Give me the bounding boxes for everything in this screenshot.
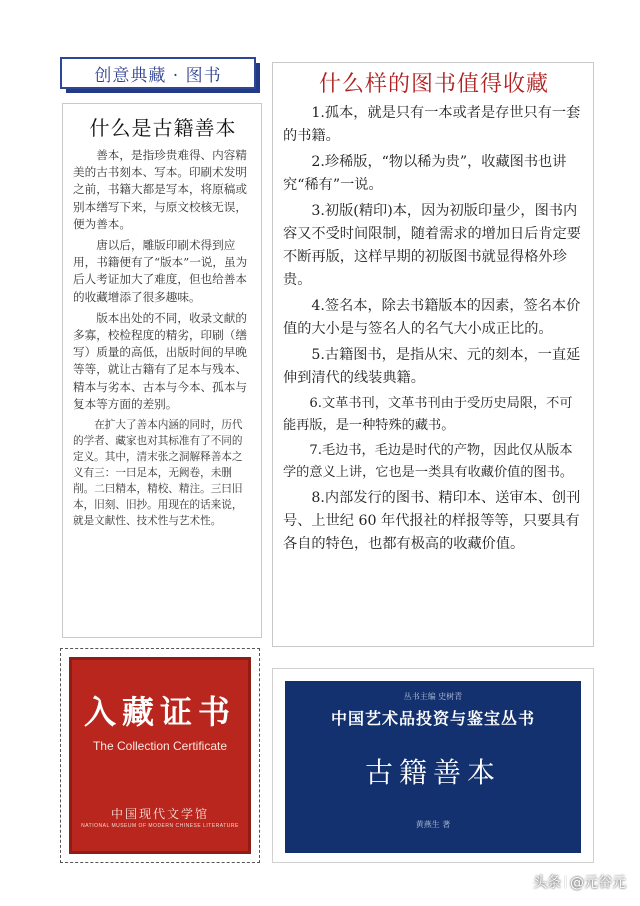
list-item: 2.珍稀版，“物以稀为贵”，收藏图书也讲究“稀有”一说。 — [283, 154, 567, 193]
certificate-title-en: The Collection Certificate — [92, 739, 228, 753]
book-editors: 丛书主编 史树青 — [403, 692, 463, 701]
book-author: 黄燕生 著 — [415, 820, 451, 829]
right-article — [272, 62, 594, 647]
watermark-brand: 头条 — [533, 875, 561, 891]
watermark-handle: @元谷元 — [570, 875, 626, 891]
watermark — [533, 872, 626, 892]
left-paragraph: 唐以后，雕版印刷术得到应用，书籍便有了“版本”一说，虽为后人考证加大了难度，但也给善本的收藏增添了很多趣味。 — [73, 238, 248, 304]
book-cover-image — [285, 681, 581, 853]
watermark-divider — [565, 876, 566, 888]
left-paragraph: 善本，是指珍贵难得、内容精美的古书刻本、写本。印刷术发明之前，书籍大都是写本，将原稿或别本缮写下来，与原文校核无误，便为善本。 — [73, 148, 247, 231]
certificate-photo-frame — [60, 648, 260, 863]
list-item: 5.古籍图书，是指从宋、元的刻本，一直延伸到清代的线装典籍。 — [283, 347, 581, 386]
list-item: 4.签名本，除去书籍版本的因素，签名本价值的大小是与签名人的名气大小成正比的。 — [283, 298, 581, 337]
certificate-title: 入藏证书 — [83, 693, 236, 731]
list-item: 3.初版(精印)本，因为初版印量少，图书内容又不受时间限制，随着需求的增加日后肯定要不断再版，这样早期的初版图书就显得格外珍贵。 — [283, 203, 581, 288]
certificate-museum-en: NATIONAL MUSEUM OF MODERN CHINESE LITERATURE — [81, 823, 239, 829]
book-title: 古籍善本 — [364, 756, 501, 789]
left-paragraph: 在扩大了善本内涵的同时，历代的学者、藏家也对其标准有了不同的定义。其中，清末张之洞解释善本之义有三：一曰足本，无阙卷，未删削。二曰精本，精校、精注。三曰旧本，旧刻、旧抄。用现在的话来说，就是文献性、技术性与艺术性。 — [73, 419, 243, 528]
header-tab-label: 创意典藏 · 图书 — [60, 57, 256, 89]
left-article — [62, 103, 262, 638]
list-item: 6.文革书刊，文革书刊由于受历史局限，不可能再版，是一种特殊的藏书。 — [283, 396, 573, 433]
right-article-title: 什么样的图书值得收藏 — [318, 72, 549, 97]
book-series: 中国艺术品投资与鉴宝丛书 — [330, 709, 535, 728]
list-item: 7.毛边书，毛边是时代的产物，因此仅从版本学的意义上讲，它也是一类具有收藏价值的图书。 — [283, 443, 574, 480]
left-article-title: 什么是古籍善本 — [89, 116, 237, 140]
book-cover-frame — [272, 668, 594, 863]
list-item: 8.内部发行的图书、精印本、送审本、创刊号、上世纪 60 年代报社的样报等等，只要具有各自的特色，也都有极高的收藏价值。 — [283, 490, 581, 552]
certificate-museum: 中国现代文学馆 — [110, 807, 209, 821]
certificate-image — [69, 657, 251, 854]
list-item: 1.孤本，就是只有一本或者是存世只有一套的书籍。 — [283, 105, 581, 144]
left-paragraph: 版本出处的不同，收录文献的多寡，校检程度的精劣，印刷（缮写）质量的高低，出版时间的早晚等等，就让古籍有了足本与残本、精本与劣本、古本与今本、孤本与复本等方面的差别。 — [73, 310, 247, 411]
section-header-tab — [60, 57, 260, 93]
